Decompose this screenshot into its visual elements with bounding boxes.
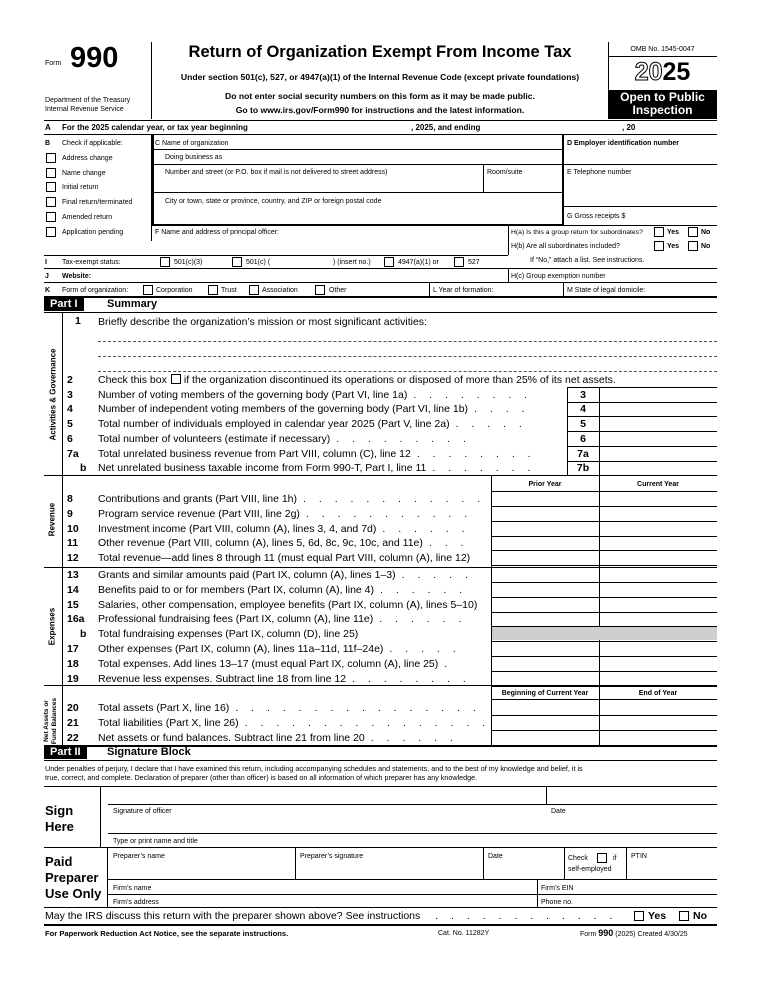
paid-label: Paid bbox=[45, 854, 73, 869]
city-label: City or town, state or province, country, and ZIP or foreign postal code bbox=[165, 198, 382, 205]
prior-year-field[interactable] bbox=[492, 551, 599, 565]
leader-dots: . . . . . bbox=[401, 569, 473, 581]
ha-label: H(a) Is this a group return for subordinates? bbox=[511, 229, 643, 236]
street-label: Number and street (or P.O. box if mail is not delivered to street address) bbox=[165, 169, 388, 176]
line-text bbox=[98, 717, 490, 730]
preparer-date-label: Date bbox=[488, 853, 503, 860]
leader-dots: . . . . . . bbox=[380, 583, 468, 596]
discontinued-checkbox[interactable] bbox=[171, 374, 181, 384]
org-corporation-checkbox[interactable] bbox=[143, 285, 153, 295]
hb-no-checkbox[interactable] bbox=[688, 241, 698, 251]
firm-name-label: Firm’s name bbox=[113, 885, 152, 892]
line-description: Number of independent voting members of the governing body (Part VI, line 1b) bbox=[98, 403, 469, 416]
line-number: 15 bbox=[67, 598, 79, 611]
line-description: Total liabilities (Part X, line 26) bbox=[98, 716, 239, 729]
prior-year-field[interactable] bbox=[492, 522, 599, 536]
side-expenses: Expenses bbox=[47, 607, 57, 646]
line-description: Total fundraising expenses (Part IX, column (D), line 25) bbox=[98, 628, 359, 641]
org-corporation: Corporation bbox=[156, 287, 193, 294]
open-to-public-badge bbox=[608, 90, 717, 119]
prior-year-field[interactable] bbox=[492, 612, 599, 626]
line-text bbox=[98, 523, 469, 536]
line-description: Total assets (Part X, line 16) bbox=[98, 702, 230, 714]
prior-year-field[interactable] bbox=[492, 583, 599, 597]
line-text bbox=[98, 433, 471, 446]
line-box-label: 4 bbox=[580, 403, 586, 416]
leader-dots: . . . . . bbox=[389, 643, 461, 655]
line-description: Contributions and grants (Part VIII, line 1h) bbox=[98, 493, 298, 505]
current-year-field[interactable] bbox=[600, 701, 717, 715]
line-description: Investment income (Part VIII, column (A), lines 3, 4, and 7d) bbox=[98, 522, 377, 535]
preparer-name-label: Preparer’s name bbox=[113, 853, 165, 860]
col-prior-year: Prior Year bbox=[528, 481, 562, 488]
line-text bbox=[98, 389, 532, 402]
perjury-decl-2: true, correct, and complete. Declaration of preparer (other than officer) is based on all information of which preparer has any knowledge. bbox=[45, 773, 478, 782]
org-association-checkbox[interactable] bbox=[249, 285, 259, 295]
section-b-label: Final return/terminated bbox=[62, 199, 133, 206]
line-text bbox=[98, 462, 535, 475]
group-exemption-label: H(c) Group exemption number bbox=[511, 273, 606, 280]
open-line2: Inspection bbox=[632, 103, 693, 117]
prior-year-field[interactable] bbox=[492, 701, 599, 715]
irs-name: Internal Revenue Service bbox=[45, 106, 124, 113]
dba-label: Doing business as bbox=[165, 154, 223, 161]
current-year-field[interactable] bbox=[600, 716, 717, 730]
sign-date-label: Date bbox=[551, 808, 566, 815]
open-line1: Open to Public bbox=[620, 90, 705, 104]
leader-dots: . . . . . bbox=[455, 418, 527, 431]
line-description: Other revenue (Part VIII, column (A), lines 5, 6d, 8c, 9c, 10c, and 11e) bbox=[98, 537, 423, 550]
current-year-field[interactable] bbox=[600, 551, 717, 565]
line-number: 20 bbox=[67, 702, 79, 714]
line-text bbox=[98, 702, 481, 715]
line-text bbox=[98, 508, 472, 521]
leader-dots: . . . . bbox=[474, 403, 530, 416]
self-employed-label: self-employed bbox=[568, 866, 612, 873]
side-net-assets-2: Fund Balances bbox=[51, 697, 58, 745]
current-year-field[interactable] bbox=[600, 507, 717, 521]
line-description: Total unrelated business revenue from Part VIII, column (C), line 12 bbox=[98, 447, 411, 460]
form-number: 990 bbox=[70, 42, 119, 74]
discuss-yes: Yes bbox=[648, 910, 667, 922]
line-number: 17 bbox=[67, 643, 79, 655]
sign-label: Sign bbox=[45, 803, 74, 818]
if-label: if bbox=[613, 855, 617, 862]
preparer-label: Preparer bbox=[45, 870, 99, 885]
current-year-field[interactable] bbox=[600, 598, 717, 612]
section-b-checkbox[interactable] bbox=[46, 153, 56, 163]
discuss-question bbox=[45, 910, 617, 923]
line-number: 7a bbox=[67, 447, 79, 460]
status-insert-no: ) (insert no.) bbox=[333, 259, 371, 266]
line-text bbox=[98, 658, 452, 671]
line-text bbox=[98, 643, 461, 656]
line-text bbox=[98, 584, 467, 597]
firm-address-label: Firm’s address bbox=[113, 899, 159, 906]
section-b-label: Name change bbox=[62, 170, 106, 177]
hb-note: If “No,” attach a list. See instructions. bbox=[530, 257, 645, 264]
hb-yes: Yes bbox=[667, 243, 680, 250]
tax-exempt-status-label: Tax-exempt status: bbox=[62, 259, 121, 266]
prior-year-field[interactable] bbox=[492, 492, 599, 506]
discuss-leader-dots: . . . . . . . . . . . . bbox=[435, 910, 618, 922]
col-end-year: End of Year bbox=[638, 690, 678, 697]
line-description: Salaries, other compensation, employee benefits (Part IX, column (A), lines 5–10) bbox=[98, 598, 478, 611]
line-number: 2 bbox=[67, 374, 73, 386]
perjury-decl-1: Under penalties of perjury, I declare that I have examined this return, including accompanying schedules and statements, and to the best of my knowledge and belief, it is bbox=[45, 764, 583, 773]
line-text bbox=[98, 493, 485, 506]
year-formation-label: L Year of formation: bbox=[433, 287, 494, 294]
line-k-letter: K bbox=[45, 287, 51, 294]
line-description: Total number of volunteers (estimate if necessary) bbox=[98, 432, 331, 445]
footer-paperwork: For Paperwork Reduction Act Notice, see the separate instructions. bbox=[45, 929, 289, 938]
line-number: 21 bbox=[67, 716, 79, 729]
ha-yes-checkbox[interactable] bbox=[654, 227, 664, 237]
line-box-label: 7a bbox=[577, 447, 589, 460]
part2-tag: Part II bbox=[44, 746, 87, 759]
org-association: Association bbox=[262, 287, 298, 294]
section-b-checkbox[interactable] bbox=[46, 168, 56, 178]
section-b-checkbox[interactable] bbox=[46, 182, 56, 192]
form-word: Form bbox=[45, 60, 62, 67]
line-a-letter: A bbox=[45, 123, 51, 132]
line-text bbox=[98, 673, 471, 686]
discuss-no-checkbox[interactable] bbox=[679, 911, 689, 921]
org-other-checkbox[interactable] bbox=[315, 285, 325, 295]
ein-label: D Employer identification number bbox=[567, 140, 680, 147]
prior-year-field[interactable] bbox=[492, 568, 599, 582]
discuss-yes-checkbox[interactable] bbox=[634, 911, 644, 921]
side-activities-governance: Activities & Governance bbox=[48, 348, 58, 441]
leader-dots: . . . . . . . . . . . bbox=[305, 507, 473, 520]
section-b-label: Application pending bbox=[62, 229, 124, 236]
ha-no-checkbox[interactable] bbox=[688, 227, 698, 237]
footer-form-created: (2025) Created 4/30/25 bbox=[615, 931, 688, 938]
section-b-label: Initial return bbox=[62, 184, 99, 191]
current-year-field[interactable] bbox=[600, 642, 717, 656]
line-number: b bbox=[80, 462, 87, 475]
line-description: Professional fundraising fees (Part IX, column (A), line 11e) bbox=[98, 613, 374, 626]
col-current-year: Current Year bbox=[637, 481, 679, 488]
side-net-assets-1: Net Assets or bbox=[43, 700, 50, 742]
line-number: 9 bbox=[67, 507, 73, 520]
section-b-label: Address change bbox=[62, 155, 113, 162]
type-name-label: Type or print name and title bbox=[113, 838, 198, 845]
prior-year-field[interactable] bbox=[492, 672, 599, 686]
part1-tag: Part I bbox=[44, 298, 84, 311]
line-text bbox=[98, 628, 364, 641]
line-description: Revenue less expenses. Subtract line 18 from line 12 bbox=[98, 672, 347, 685]
current-year-field[interactable] bbox=[600, 492, 717, 506]
org-name-label: C Name of organization bbox=[155, 140, 229, 147]
current-year-field[interactable] bbox=[600, 672, 717, 686]
line-number: 8 bbox=[67, 493, 73, 505]
prior-year-field[interactable] bbox=[492, 731, 599, 745]
leader-dots: . . . . . . . . . . . . bbox=[303, 493, 486, 505]
omb-number: OMB No. 1545-0047 bbox=[630, 46, 695, 53]
line-description: Benefits paid to or for members (Part IX, column (A), line 4) bbox=[98, 583, 375, 596]
here-label: Here bbox=[45, 819, 74, 834]
line-a-end: , 20 bbox=[622, 123, 636, 132]
hb-no: No bbox=[701, 243, 711, 250]
line-number: 18 bbox=[67, 657, 79, 670]
discuss-text: May the IRS discuss this return with the preparer shown above? See instructions bbox=[45, 910, 421, 922]
status-501c: 501(c) ( bbox=[246, 259, 271, 266]
current-year-field[interactable] bbox=[600, 583, 717, 597]
side-revenue: Revenue bbox=[47, 502, 57, 537]
line-description: Total expenses. Add lines 13–17 (must equal Part IX, column (A), line 25) bbox=[98, 657, 439, 670]
tax-year-bold: 25 bbox=[662, 58, 691, 86]
line-description: Other expenses (Part IX, column (A), lines 11a–11d, 11f–24e) bbox=[98, 643, 384, 655]
hb-yes-checkbox[interactable] bbox=[654, 241, 664, 251]
form-title: Return of Organization Exempt From Income Tax bbox=[188, 43, 572, 61]
telephone-label: E Telephone number bbox=[567, 169, 632, 176]
line-text bbox=[98, 569, 473, 582]
line-description-cont: if the organization discontinued its operations or disposed of more than 25% of its net assets. bbox=[183, 374, 616, 386]
section-b-checkbox[interactable] bbox=[46, 212, 56, 222]
line-number: 5 bbox=[67, 418, 73, 431]
section-b-checkbox[interactable] bbox=[46, 197, 56, 207]
current-year-field[interactable] bbox=[600, 627, 717, 641]
line-text bbox=[98, 403, 529, 416]
line-text bbox=[98, 732, 458, 745]
line-a-text: For the 2025 calendar year, or tax year beginning bbox=[62, 123, 248, 132]
line-a-mid: , 2025, and ending bbox=[411, 123, 481, 132]
leader-dots: . . . . . . . . bbox=[416, 447, 536, 460]
line-text bbox=[98, 537, 468, 550]
line1-num: 1 bbox=[75, 315, 81, 327]
phone-label: Phone no. bbox=[541, 899, 573, 906]
line-text bbox=[98, 418, 527, 431]
prior-year-field[interactable] bbox=[492, 642, 599, 656]
line-number: 14 bbox=[67, 583, 79, 596]
line-number: 12 bbox=[67, 552, 79, 565]
org-trust-checkbox[interactable] bbox=[208, 285, 218, 295]
line-text bbox=[98, 448, 536, 461]
line-j-letter: J bbox=[45, 273, 49, 280]
status-501c3-checkbox[interactable] bbox=[160, 257, 170, 267]
current-year-field[interactable] bbox=[600, 731, 717, 745]
leader-dots: . . . . . . bbox=[382, 522, 470, 535]
line-text bbox=[98, 599, 483, 612]
line-text bbox=[98, 374, 616, 387]
line-number: 13 bbox=[67, 569, 79, 581]
form-subtitle: Under section 501(c), 527, or 4947(a)(1) of the Internal Revenue Code (except private foundations) bbox=[180, 72, 580, 82]
line-number: 10 bbox=[67, 522, 79, 535]
current-year-field[interactable] bbox=[600, 522, 717, 536]
leader-dots: . . . . . . bbox=[370, 731, 458, 744]
state-domicile-label: M State of legal domicile: bbox=[567, 287, 646, 294]
status-527-checkbox[interactable] bbox=[454, 257, 464, 267]
section-b-label: Amended return bbox=[62, 214, 113, 221]
leader-dots: . . . . . . . . bbox=[413, 388, 533, 401]
website-label: Website: bbox=[62, 273, 92, 280]
prior-year-field[interactable] bbox=[492, 536, 599, 550]
leader-dots: . . . . . . . bbox=[432, 462, 536, 475]
preparer-signature-label: Preparer’s signature bbox=[300, 853, 364, 860]
line-i-letter: I bbox=[45, 259, 47, 266]
line-description: Grants and similar amounts paid (Part IX, column (A), lines 1–3) bbox=[98, 569, 396, 581]
side-net-assets bbox=[43, 691, 59, 751]
prior-year-field[interactable] bbox=[492, 657, 599, 671]
line1-text: Briefly describe the organization’s mission or most significant activities: bbox=[98, 316, 427, 328]
line-box-label: 6 bbox=[580, 432, 586, 445]
line-description: Number of voting members of the governing body (Part VI, line 1a) bbox=[98, 388, 408, 401]
ptin-label: PTIN bbox=[631, 853, 647, 860]
line-description: Net assets or fund balances. Subtract line 21 from line 20 bbox=[98, 731, 365, 744]
footer-form-word: Form bbox=[580, 931, 597, 938]
firm-ein-label: Firm’s EIN bbox=[541, 885, 574, 892]
use-only-label: Use Only bbox=[45, 886, 102, 901]
current-year-field[interactable] bbox=[600, 657, 717, 671]
line-number: 16a bbox=[67, 613, 85, 626]
footer-form-ref bbox=[580, 929, 688, 939]
line-number: 22 bbox=[67, 731, 79, 744]
prior-year-field[interactable] bbox=[492, 627, 599, 641]
line-box-label: 5 bbox=[580, 418, 586, 431]
ha-yes: Yes bbox=[667, 229, 680, 236]
current-year-field[interactable] bbox=[600, 612, 717, 626]
status-501c3: 501(c)(3) bbox=[174, 259, 203, 266]
status-527: 527 bbox=[468, 259, 480, 266]
line-text bbox=[98, 552, 476, 565]
line-number: 19 bbox=[67, 672, 79, 685]
line-number: 11 bbox=[67, 537, 79, 550]
footer-form-number: 990 bbox=[598, 928, 614, 938]
prior-year-field[interactable] bbox=[492, 716, 599, 730]
line-description: Total number of individuals employed in calendar year 2025 (Part V, line 2a) bbox=[98, 418, 450, 431]
dept-treasury: Department of the Treasury bbox=[45, 97, 131, 104]
line-number: b bbox=[80, 628, 87, 641]
line-description: Net unrelated business taxable income from Form 990-T, Part I, line 11 bbox=[98, 462, 427, 475]
gross-receipts-label: G Gross receipts $ bbox=[567, 213, 626, 220]
hb-label: H(b) Are all subordinates included? bbox=[511, 243, 620, 250]
col-begin-year: Beginning of Current Year bbox=[501, 690, 589, 697]
signature-officer-label: Signature of officer bbox=[113, 808, 172, 815]
leader-dots: . . . bbox=[428, 537, 469, 550]
ha-no: No bbox=[701, 229, 711, 236]
line-box-label: 3 bbox=[580, 388, 586, 401]
line-text bbox=[98, 613, 466, 626]
tax-year bbox=[608, 58, 717, 86]
self-employed-checkbox[interactable] bbox=[597, 853, 607, 863]
leader-dots: . . . . . . bbox=[379, 613, 467, 626]
line-number: 6 bbox=[67, 432, 73, 445]
part2-title: Signature Block bbox=[107, 746, 191, 758]
footer-cat-no: Cat. No. 11282Y bbox=[438, 930, 490, 937]
org-trust: Trust bbox=[221, 287, 237, 294]
status-501c-checkbox[interactable] bbox=[232, 257, 242, 267]
prior-year-field[interactable] bbox=[492, 507, 599, 521]
form-of-org-label: Form of organization: bbox=[62, 287, 129, 294]
leader-dots: . bbox=[444, 657, 453, 670]
line-description: Program service revenue (Part VIII, line 2g) bbox=[98, 507, 300, 520]
leader-dots: . . . . . . . . . . . . . . . . bbox=[235, 702, 481, 714]
current-year-field[interactable] bbox=[600, 568, 717, 582]
line-description: Total revenue—add lines 8 through 11 (must equal Part VIII, column (A), line 12) bbox=[98, 552, 471, 565]
status-4947-checkbox[interactable] bbox=[384, 257, 394, 267]
prior-year-field[interactable] bbox=[492, 598, 599, 612]
leader-dots: . . . . . . . . bbox=[352, 672, 471, 685]
current-year-field[interactable] bbox=[600, 536, 717, 550]
leader-dots: . . . . . . . . . bbox=[336, 432, 471, 445]
ssn-notice: Do not enter social security numbers on this form as it may be made public. bbox=[225, 91, 535, 101]
tax-year-outline: 20 bbox=[634, 58, 663, 86]
principal-officer-label: F Name and address of principal officer: bbox=[155, 229, 279, 236]
line-number: 4 bbox=[67, 403, 73, 416]
leader-dots: . . . . . . . . . . . . . . . . bbox=[244, 716, 491, 729]
section-b-checkbox[interactable] bbox=[46, 227, 56, 237]
check-if-applicable: Check if applicable: bbox=[62, 140, 123, 147]
line-description: Check this box bbox=[98, 374, 167, 386]
line-b-letter: B bbox=[45, 140, 51, 147]
line-number: 3 bbox=[67, 388, 73, 401]
org-other: Other bbox=[329, 287, 347, 294]
check-label: Check bbox=[568, 855, 588, 862]
discuss-no: No bbox=[693, 910, 707, 922]
room-suite-label: Room/suite bbox=[487, 169, 523, 176]
line-box-label: 7b bbox=[576, 462, 590, 475]
part1-title: Summary bbox=[107, 298, 158, 310]
status-4947: 4947(a)(1) or bbox=[398, 259, 439, 266]
instructions-notice: Go to www.irs.gov/Form990 for instructions and the latest information. bbox=[235, 105, 525, 115]
